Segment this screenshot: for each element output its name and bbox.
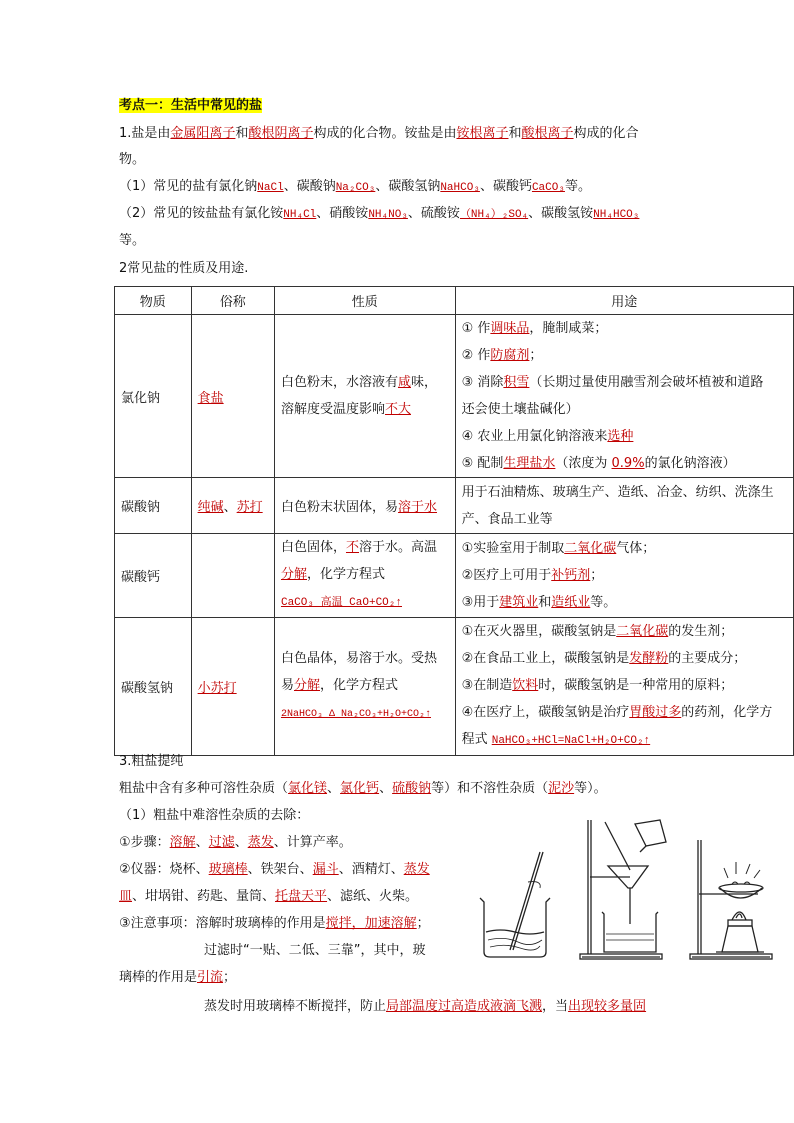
- properties-cell: 白色粉末，水溶液有咸味， 溶解度受温度影响不大: [274, 315, 455, 478]
- alias-cell: 食盐: [191, 315, 274, 478]
- properties-cell: 白色晶体，易溶于水。受热 易分解，化学方程式 2NaHCO₃ Δ Na₂CO₃+H₂O+CO₂↑: [274, 618, 455, 756]
- col-header-common-name: 俗称: [191, 287, 274, 315]
- para-1-line-1: 1.盐是由金属阳离子和酸根阴离子构成的化合物。铵盐是由铵根离子和酸根离子构成的化合: [119, 126, 639, 141]
- para-3-instruments-2: 皿、坩埚钳、药匙、量筒、托盘天平、滤纸、火柴。: [119, 889, 419, 904]
- substance-cell: 氯化钠: [115, 315, 192, 478]
- beaker-stirring-icon: [480, 852, 550, 957]
- substance-cell: 碳酸氢钠: [115, 618, 192, 756]
- substance-cell: 碳酸钙: [115, 534, 192, 618]
- para-1-item-1: （1）常见的盐有氯化钠NaCl、碳酸钠Na₂CO₃、碳酸氢钠NaHCO₃、碳酸钙CaCO₃等。: [119, 179, 591, 194]
- para-3-notes-1: ③注意事项：溶解时玻璃棒的作用是搅拌，加速溶解；: [119, 916, 430, 931]
- para-3-steps: ①步骤：溶解、过滤、蒸发、计算产率。: [119, 835, 352, 850]
- substance-cell: 碳酸钠: [115, 478, 192, 534]
- alias-cell: 纯碱、苏打: [191, 478, 274, 534]
- para-1-line-2: 物。: [119, 152, 146, 167]
- para-1-item-2-end: 等。: [119, 233, 146, 248]
- para-3-line-1: 粗盐中含有多种可溶性杂质（氯化镁、氯化钙、硫酸钠等）和不溶性杂质（泥沙等）。: [119, 781, 607, 796]
- uses-cell: 用于石油精炼、玻璃生产、造纸、冶金、纺织、洗涤生 产、食品工业等: [455, 478, 793, 534]
- table-header-row: [115, 287, 794, 315]
- table-row: [115, 534, 794, 618]
- properties-cell: 白色粉末状固体，易溶于水: [274, 478, 455, 534]
- filtration-setup-icon: [580, 820, 666, 959]
- para-3-instruments-1: ②仪器：烧杯、玻璃棒、铁架台、漏斗、酒精灯、蒸发: [119, 862, 430, 877]
- uses-cell: ① 作调味品，腌制咸菜； ② 作防腐剂； ③ 消除积雪（长期过量使用融雪剂会破坏植被和道路 还会使土壤盐碱化） ④ 农业上用氯化钠溶液来选种 ⑤ 配制生理盐水（浓度为 0.9%的氯化钠溶液）: [455, 315, 793, 478]
- alias-cell: 小苏打: [191, 618, 274, 756]
- properties-cell: 白色固体，不溶于水。高温 分解，化学方程式 CaCO₃ 高温 CaO+CO₂↑: [274, 534, 455, 618]
- para-2-heading: 2常见盐的性质及用途.: [119, 261, 249, 276]
- evaporation-setup-icon: [690, 840, 772, 959]
- table-row: [115, 315, 794, 478]
- lab-apparatus-illustration: [470, 812, 780, 962]
- salt-properties-table: [114, 286, 794, 756]
- col-header-properties: 性质: [274, 287, 455, 315]
- para-3-notes-3: 璃棒的作用是引流；: [119, 970, 237, 985]
- section-title: 考点一：生活中常见的盐: [119, 98, 263, 113]
- para-3-notes-2: 过滤时“一贴、二低、三靠”，其中，玻: [204, 943, 426, 958]
- table-row: [115, 478, 794, 534]
- para-3-line-2: （1）粗盐中难溶性杂质的去除：: [119, 808, 310, 823]
- para-1-item-2: （2）常见的铵盐盐有氯化铵NH₄Cl、硝酸铵NH₄NO₃、硫酸铵（NH₄）₂SO₄、碳酸氢铵NH₄HCO₃: [119, 206, 640, 221]
- table-row: [115, 618, 794, 756]
- para-3-notes-4: 蒸发时用玻璃棒不断搅拌，防止局部温度过高造成液滴飞溅，当出现较多量固: [204, 999, 647, 1014]
- col-header-substance: 物质: [115, 287, 192, 315]
- alias-cell: [191, 534, 274, 618]
- col-header-uses: 用途: [455, 287, 793, 315]
- para-3-title: 3.粗盐提纯: [119, 754, 184, 769]
- uses-cell: ①在灭火器里，碳酸氢钠是二氧化碳的发生剂； ②在食品工业上，碳酸氢钠是发酵粉的主要成分； ③在制造饮料时，碳酸氢钠是一种常用的原料； ④在医疗上，碳酸氢钠是治疗胃酸过多的药剂，化学方 程式 NaHCO₃+HCl=NaCl+H₂O+CO₂↑: [455, 618, 793, 756]
- uses-cell: ①实验室用于制取二氧化碳气体； ②医疗上可用于补钙剂； ③用于建筑业和造纸业等。: [455, 534, 793, 618]
